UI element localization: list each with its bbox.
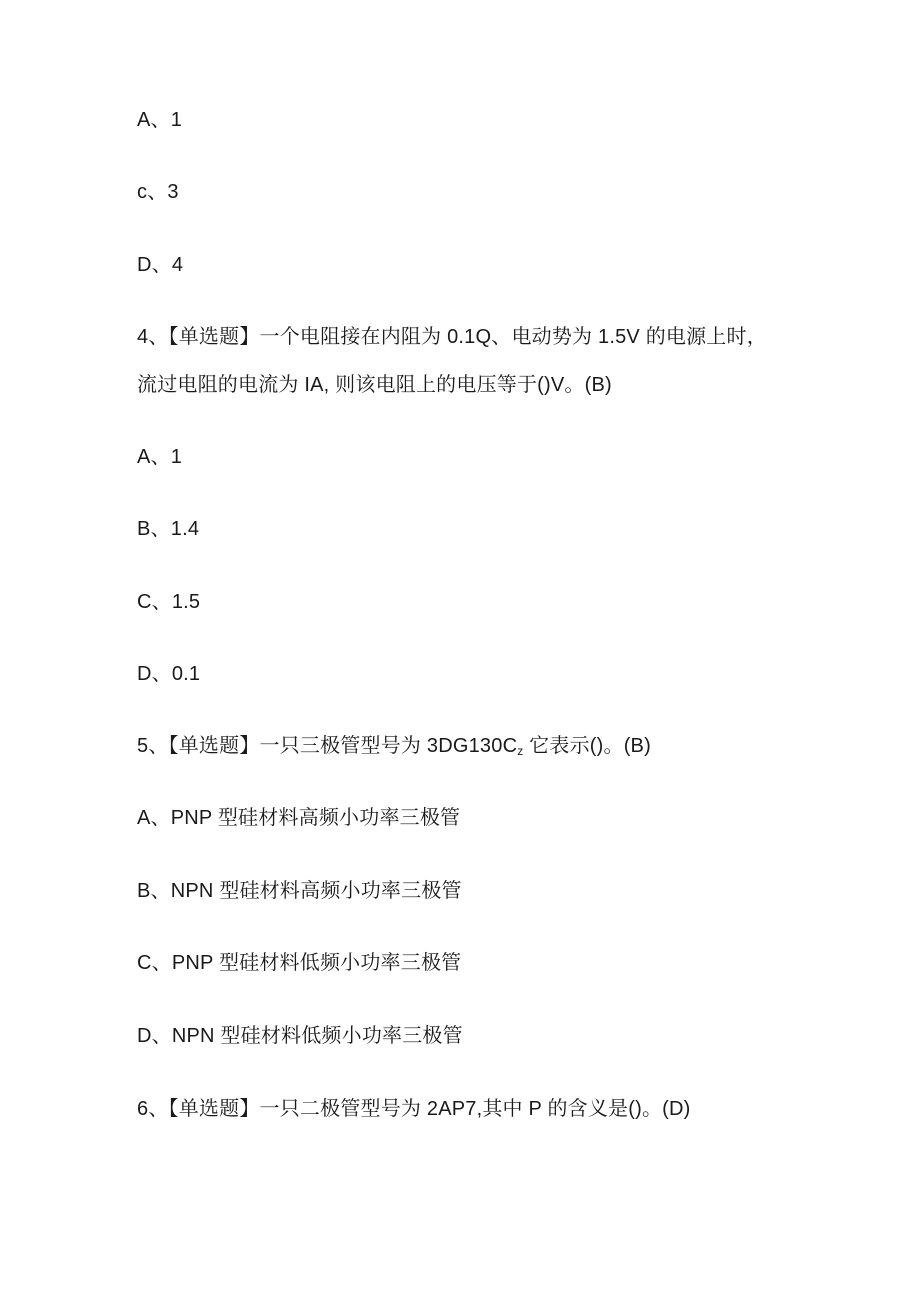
question-4-stem-line-1: 4、【单选题】一个电阻接在内阻为 0.1Q、电动势为 1.5V 的电源上时， bbox=[137, 326, 767, 348]
question-5-stem-end: 它表示()。(B) bbox=[523, 735, 651, 757]
question-5-option-d: D、NPN 型硅材料低频小功率三极管 bbox=[137, 1025, 463, 1047]
question-4-option-d: D、0.1 bbox=[137, 663, 201, 685]
question-5-option-a: A、PNP 型硅材料高频小功率三极管 bbox=[137, 807, 461, 829]
prev-option-a: A、1 bbox=[137, 109, 183, 131]
prev-option-d: D、4 bbox=[137, 254, 184, 276]
question-6-stem: 6、【单选题】一只二极管型号为 2AP7,其中 P 的含义是()。(D) bbox=[137, 1098, 691, 1120]
question-5-stem-main: 5、【单选题】一只三极管型号为 3DG130C bbox=[137, 735, 518, 757]
question-4-stem-line-2: 流过电阻的电流为 IA, 则该电阻上的电压等于()V。(B) bbox=[137, 374, 612, 396]
question-4-option-c: C、1.5 bbox=[137, 591, 201, 613]
question-5-stem-subscript: z bbox=[517, 744, 524, 758]
question-5-option-b: B、NPN 型硅材料高频小功率三极管 bbox=[137, 880, 462, 902]
question-4-option-b: B、1.4 bbox=[137, 518, 200, 540]
question-5-option-c: C、PNP 型硅材料低频小功率三极管 bbox=[137, 952, 462, 974]
question-5-stem bbox=[137, 734, 651, 763]
prev-option-c: c、3 bbox=[137, 181, 179, 203]
question-4-option-a: A、1 bbox=[137, 446, 183, 468]
